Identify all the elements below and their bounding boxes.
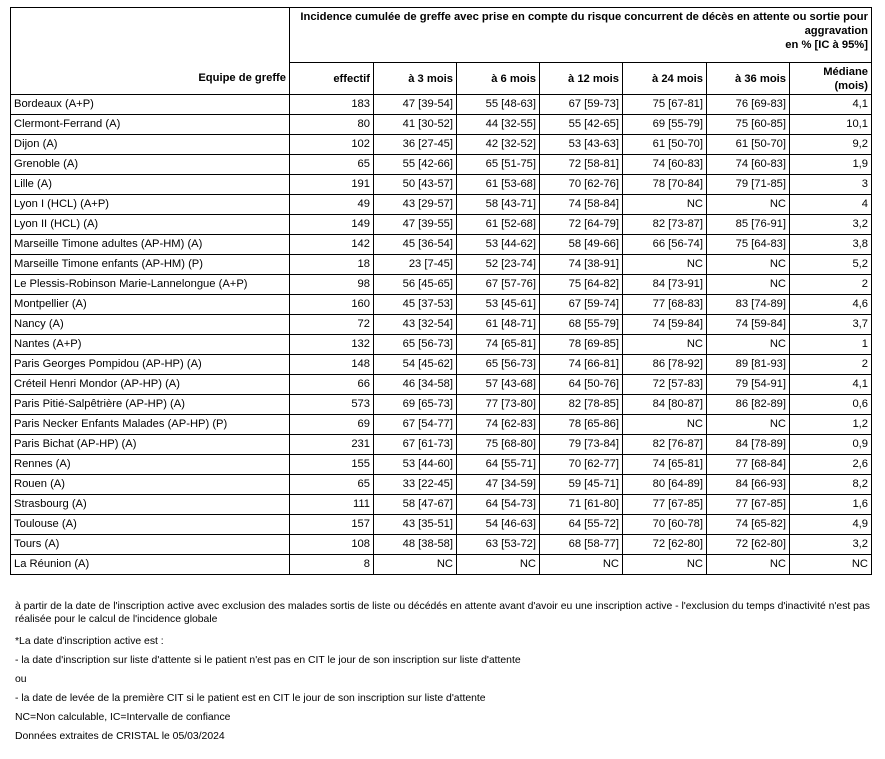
cell-median: 4 [790,195,872,215]
cell-6m: 75 [68-80] [457,435,540,455]
cell-median: 3,8 [790,235,872,255]
cell-median: 3,2 [790,535,872,555]
cell-effectif: 111 [290,495,374,515]
cell-6m: 54 [46-63] [457,515,540,535]
cell-median: 3 [790,175,872,195]
group-header-cell [290,8,872,63]
table-row [11,195,872,215]
cell-3m: 43 [35-51] [374,515,457,535]
cell-24m: 86 [78-92] [623,355,707,375]
table-row [11,395,872,415]
cell-team: Créteil Henri Mondor (AP-HP) (A) [11,375,290,395]
cell-effectif: 142 [290,235,374,255]
table-row [11,355,872,375]
cell-median: 1,6 [790,495,872,515]
cell-24m: 61 [50-70] [623,135,707,155]
cell-6m: 77 [73-80] [457,395,540,415]
cell-6m: 52 [23-74] [457,255,540,275]
cell-36m: NC [707,415,790,435]
cell-12m: 70 [62-76] [540,175,623,195]
cell-median: 4,6 [790,295,872,315]
cell-6m: 53 [45-61] [457,295,540,315]
cell-36m: 61 [50-70] [707,135,790,155]
cell-team: Bordeaux (A+P) [11,95,290,115]
cell-3m: 36 [27-45] [374,135,457,155]
table-row [11,415,872,435]
cell-36m: NC [707,555,790,575]
cell-team: Lille (A) [11,175,290,195]
cell-median: 4,1 [790,95,872,115]
footnote-line: Données extraites de CRISTAL le 05/03/2024 [15,731,225,742]
cell-effectif: 149 [290,215,374,235]
incidence-table [10,7,872,575]
cell-12m: 78 [69-85] [540,335,623,355]
cell-24m: 78 [70-84] [623,175,707,195]
cell-team: Grenoble (A) [11,155,290,175]
cell-3m: 43 [32-54] [374,315,457,335]
cell-3m: 67 [54-77] [374,415,457,435]
cell-median: 2 [790,355,872,375]
cell-effectif: 157 [290,515,374,535]
table-row [11,475,872,495]
group-header-unit: en % [IC à 95%] [785,39,868,51]
cell-6m: NC [457,555,540,575]
table-row [11,515,872,535]
cell-6m: 64 [54-73] [457,495,540,515]
cell-effectif: 183 [290,95,374,115]
cell-median: 4,9 [790,515,872,535]
cell-6m: 53 [44-62] [457,235,540,255]
cell-36m: 79 [54-91] [707,375,790,395]
cell-median: 2,6 [790,455,872,475]
cell-effectif: 49 [290,195,374,215]
cell-team: Montpellier (A) [11,295,290,315]
cell-24m: 84 [73-91] [623,275,707,295]
col-header-3m: à 3 mois [374,63,457,95]
cell-3m: 67 [61-73] [374,435,457,455]
cell-36m: 77 [68-84] [707,455,790,475]
cell-36m: 75 [60-85] [707,115,790,135]
cell-effectif: 69 [290,415,374,435]
cell-team: Nantes (A+P) [11,335,290,355]
cell-24m: 84 [80-87] [623,395,707,415]
cell-12m: 82 [78-85] [540,395,623,415]
footnote-line: - la date de levée de la première CIT si le patient est en CIT le jour de son inscription sur liste d'attente [15,693,486,704]
cell-team: Tours (A) [11,535,290,555]
cell-median: 1 [790,335,872,355]
cell-24m: 70 [60-78] [623,515,707,535]
cell-team: Clermont-Ferrand (A) [11,115,290,135]
cell-6m: 74 [62-83] [457,415,540,435]
cell-team: Paris Pitié-Salpêtrière (AP-HP) (A) [11,395,290,415]
footnote-line: NC=Non calculable, IC=Intervalle de confiance [15,712,231,723]
cell-12m: 59 [45-71] [540,475,623,495]
cell-24m: 72 [57-83] [623,375,707,395]
cell-3m: 69 [65-73] [374,395,457,415]
cell-12m: 70 [62-77] [540,455,623,475]
cell-12m: 72 [58-81] [540,155,623,175]
cell-team: Rouen (A) [11,475,290,495]
cell-36m: 76 [69-83] [707,95,790,115]
cell-median: 5,2 [790,255,872,275]
cell-3m: 45 [36-54] [374,235,457,255]
table-row [11,155,872,175]
cell-6m: 65 [51-75] [457,155,540,175]
cell-median: 2 [790,275,872,295]
cell-12m: 74 [66-81] [540,355,623,375]
cell-3m: 54 [45-62] [374,355,457,375]
cell-24m: 80 [64-89] [623,475,707,495]
cell-36m: NC [707,195,790,215]
cell-12m: 78 [65-86] [540,415,623,435]
cell-12m: 53 [43-63] [540,135,623,155]
cell-3m: NC [374,555,457,575]
table-row [11,175,872,195]
col-header-median: Médiane (mois) [790,63,872,95]
cell-team: Dijon (A) [11,135,290,155]
cell-6m: 47 [34-59] [457,475,540,495]
cell-3m: 43 [29-57] [374,195,457,215]
table-row [11,315,872,335]
cell-3m: 45 [37-53] [374,295,457,315]
cell-effectif: 18 [290,255,374,275]
cell-24m: 74 [65-81] [623,455,707,475]
cell-24m: NC [623,415,707,435]
cell-team: Lyon II (HCL) (A) [11,215,290,235]
cell-12m: 72 [64-79] [540,215,623,235]
cell-3m: 47 [39-54] [374,95,457,115]
cell-24m: 75 [67-81] [623,95,707,115]
cell-12m: 79 [73-84] [540,435,623,455]
table-row [11,435,872,455]
table-row [11,215,872,235]
cell-12m: 58 [49-66] [540,235,623,255]
blank-header-cell [11,8,290,63]
table-row [11,255,872,275]
cell-team: Rennes (A) [11,455,290,475]
cell-6m: 61 [48-71] [457,315,540,335]
cell-12m: 74 [58-84] [540,195,623,215]
cell-12m: 64 [50-76] [540,375,623,395]
cell-3m: 41 [30-52] [374,115,457,135]
cell-3m: 50 [43-57] [374,175,457,195]
col-header-effectif: effectif [290,63,374,95]
cell-3m: 47 [39-55] [374,215,457,235]
table-row [11,235,872,255]
cell-6m: 61 [53-68] [457,175,540,195]
cell-24m: NC [623,335,707,355]
cell-effectif: 80 [290,115,374,135]
cell-effectif: 102 [290,135,374,155]
cell-effectif: 148 [290,355,374,375]
cell-24m: 69 [55-79] [623,115,707,135]
cell-3m: 48 [38-58] [374,535,457,555]
cell-effectif: 191 [290,175,374,195]
cell-6m: 65 [56-73] [457,355,540,375]
cell-median: 1,9 [790,155,872,175]
cell-effectif: 160 [290,295,374,315]
cell-6m: 42 [32-52] [457,135,540,155]
cell-24m: NC [623,255,707,275]
cell-36m: 74 [60-83] [707,155,790,175]
cell-3m: 23 [7-45] [374,255,457,275]
cell-36m: 85 [76-91] [707,215,790,235]
cell-36m: 84 [66-93] [707,475,790,495]
cell-team: Marseille Timone enfants (AP-HM) (P) [11,255,290,275]
cell-24m: 74 [60-83] [623,155,707,175]
table-body [11,8,872,575]
cell-median: NC [790,555,872,575]
cell-median: 1,2 [790,415,872,435]
table-row [11,135,872,155]
footnote-line: ou [15,674,27,685]
cell-team: Paris Bichat (AP-HP) (A) [11,435,290,455]
cell-team: Paris Necker Enfants Malades (AP-HP) (P) [11,415,290,435]
cell-36m: 77 [67-85] [707,495,790,515]
cell-6m: 61 [52-68] [457,215,540,235]
cell-team: Strasbourg (A) [11,495,290,515]
cell-team: Marseille Timone adultes (AP-HM) (A) [11,235,290,255]
table-row [11,495,872,515]
cell-24m: 66 [56-74] [623,235,707,255]
cell-12m: NC [540,555,623,575]
group-header-title: Incidence cumulée de greffe avec prise en compte du risque concurrent de décès en attente ou sortie pour aggravation [300,11,868,37]
table-row [11,275,872,295]
cell-36m: 75 [64-83] [707,235,790,255]
cell-36m: 72 [62-80] [707,535,790,555]
col-header-12m: à 12 mois [540,63,623,95]
cell-6m: 67 [57-76] [457,275,540,295]
cell-team: Le Plessis-Robinson Marie-Lannelongue (A+P) [11,275,290,295]
cell-36m: 89 [81-93] [707,355,790,375]
cell-24m: NC [623,195,707,215]
cell-3m: 46 [34-58] [374,375,457,395]
table-row [11,455,872,475]
group-header-row [11,8,872,63]
cell-36m: NC [707,335,790,355]
footnote-line: *La date d'inscription active est : [15,636,164,647]
cell-6m: 64 [55-71] [457,455,540,475]
cell-median: 0,9 [790,435,872,455]
table-row [11,295,872,315]
cell-effectif: 72 [290,315,374,335]
cell-effectif: 132 [290,335,374,355]
cell-24m: NC [623,555,707,575]
table-row [11,115,872,135]
table-row [11,375,872,395]
column-header-row [11,63,872,95]
cell-effectif: 155 [290,455,374,475]
cell-effectif: 65 [290,475,374,495]
cell-24m: 74 [59-84] [623,315,707,335]
cell-12m: 55 [42-65] [540,115,623,135]
cell-36m: NC [707,255,790,275]
cell-3m: 33 [22-45] [374,475,457,495]
cell-team: Toulouse (A) [11,515,290,535]
table-row [11,335,872,355]
cell-24m: 82 [76-87] [623,435,707,455]
cell-36m: NC [707,275,790,295]
cell-effectif: 65 [290,155,374,175]
cell-24m: 82 [73-87] [623,215,707,235]
col-header-24m: à 24 mois [623,63,707,95]
cell-6m: 44 [32-55] [457,115,540,135]
footnote-line: à partir de la date de l'inscription active avec exclusion des malades sortis de liste ou décédés en attente avant d'avoir eu une inscription active - l'exclusion du temps d'inactivité n'est pas réalisée pour le calcul de l'incidence globale [15,601,870,625]
cell-team: Nancy (A) [11,315,290,335]
cell-6m: 74 [65-81] [457,335,540,355]
col-header-36m: à 36 mois [707,63,790,95]
footnotes [15,600,880,749]
cell-6m: 55 [48-63] [457,95,540,115]
cell-effectif: 8 [290,555,374,575]
cell-median: 3,7 [790,315,872,335]
cell-effectif: 98 [290,275,374,295]
col-header-6m: à 6 mois [457,63,540,95]
cell-12m: 68 [55-79] [540,315,623,335]
cell-12m: 67 [59-73] [540,95,623,115]
cell-36m: 74 [59-84] [707,315,790,335]
cell-median: 0,6 [790,395,872,415]
cell-team: La Réunion (A) [11,555,290,575]
cell-3m: 58 [47-67] [374,495,457,515]
cell-6m: 57 [43-68] [457,375,540,395]
cell-3m: 65 [56-73] [374,335,457,355]
cell-3m: 56 [45-65] [374,275,457,295]
cell-effectif: 108 [290,535,374,555]
cell-12m: 68 [58-77] [540,535,623,555]
cell-median: 10,1 [790,115,872,135]
cell-36m: 86 [82-89] [707,395,790,415]
cell-3m: 53 [44-60] [374,455,457,475]
cell-6m: 63 [53-72] [457,535,540,555]
cell-effectif: 66 [290,375,374,395]
cell-24m: 77 [67-85] [623,495,707,515]
cell-3m: 55 [42-66] [374,155,457,175]
cell-12m: 64 [55-72] [540,515,623,535]
table-row [11,555,872,575]
cell-24m: 72 [62-80] [623,535,707,555]
cell-median: 3,2 [790,215,872,235]
cell-median: 8,2 [790,475,872,495]
cell-24m: 77 [68-83] [623,295,707,315]
cell-36m: 79 [71-85] [707,175,790,195]
cell-team: Paris Georges Pompidou (AP-HP) (A) [11,355,290,375]
cell-12m: 75 [64-82] [540,275,623,295]
cell-36m: 74 [65-82] [707,515,790,535]
cell-team: Lyon I (HCL) (A+P) [11,195,290,215]
cell-median: 4,1 [790,375,872,395]
cell-36m: 84 [78-89] [707,435,790,455]
cell-effectif: 231 [290,435,374,455]
cell-6m: 58 [43-71] [457,195,540,215]
cell-12m: 71 [61-80] [540,495,623,515]
cell-36m: 83 [74-89] [707,295,790,315]
cell-effectif: 573 [290,395,374,415]
footnote-line: - la date d'inscription sur liste d'attente si le patient n'est pas en CIT le jour de son inscription sur liste d'attente [15,655,521,666]
cell-median: 9,2 [790,135,872,155]
table-row [11,95,872,115]
col-header-team: Equipe de greffe [11,63,290,95]
cell-12m: 74 [38-91] [540,255,623,275]
table-row [11,535,872,555]
cell-12m: 67 [59-74] [540,295,623,315]
